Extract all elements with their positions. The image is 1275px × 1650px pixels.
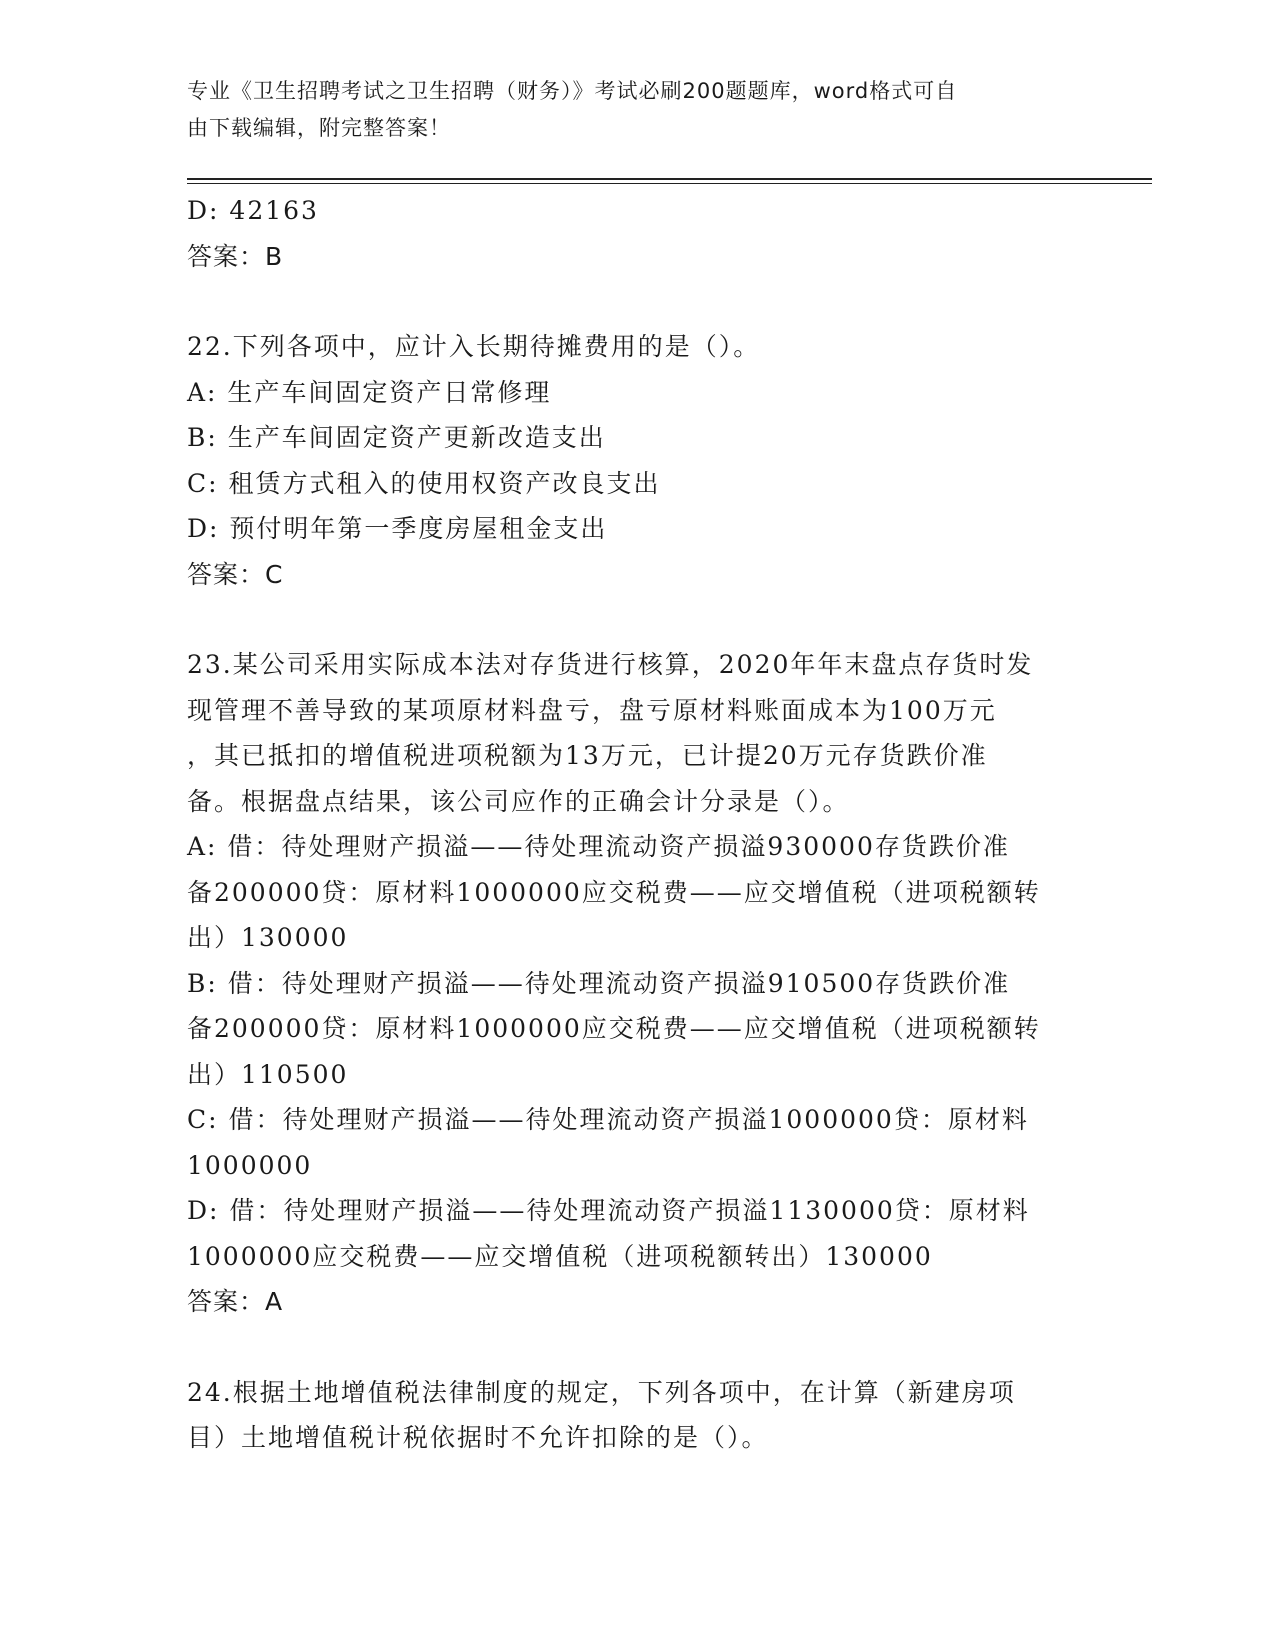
option-d: D: 42163 — [187, 196, 319, 225]
question-stem-line: 23.某公司采用实际成本法对存货进行核算，2020年年末盘点存货时发 — [187, 650, 1034, 679]
option-d-line: D: 借：待处理财产损溢——待处理流动资产损溢1130000贷：原材料 — [187, 1196, 1030, 1225]
option-b-line: 备200000贷：原材料1000000应交税费——应交增值税（进项税额转 — [187, 1014, 1041, 1043]
option-d-line: 1000000应交税费——应交增值税（进项税额转出）130000 — [187, 1241, 933, 1271]
header-line-2: 由下载编辑，附完整答案！ — [187, 116, 451, 140]
option-b: B: 生产车间固定资产更新改造支出 — [187, 423, 606, 452]
question-stem: 22.下列各项中，应计入长期待摊费用的是（）。 — [187, 332, 761, 361]
question-24 — [187, 1370, 1087, 1461]
option-c-line: 1000000 — [187, 1150, 313, 1180]
option-b-line: B: 借：待处理财产损溢——待处理流动资产损溢910500存货跌价准 — [187, 968, 1011, 998]
previous-question-tail — [187, 188, 1087, 279]
option-a: A: 生产车间固定资产日常修理 — [187, 377, 552, 407]
header-rule-thick — [187, 178, 1152, 180]
header-line-1: 专业《卫生招聘考试之卫生招聘（财务）》考试必刷200题题库，word格式可自 — [187, 79, 958, 103]
answer: 答案：B — [187, 241, 284, 271]
question-stem-line: ，其已抵扣的增值税进项税额为13万元，已计提20万元存货跌价准 — [187, 741, 988, 770]
option-d: D: 预付明年第一季度房屋租金支出 — [187, 514, 608, 543]
option-c-line: C: 借：待处理财产损溢——待处理流动资产损溢1000000贷：原材料 — [187, 1105, 1029, 1134]
option-a-line: A: 借：待处理财产损溢——待处理流动资产损溢930000存货跌价准 — [187, 832, 1010, 861]
option-c: C: 租赁方式租入的使用权资产改良支出 — [187, 468, 661, 498]
option-a-line: 出）130000 — [187, 923, 349, 952]
header-rule-thin — [187, 183, 1152, 184]
question-stem-line: 现管理不善导致的某项原材料盘亏，盘亏原材料账面成本为100万元 — [187, 695, 997, 725]
question-23 — [187, 642, 1087, 1325]
option-a-line: 备200000贷：原材料1000000应交税费——应交增值税（进项税额转 — [187, 877, 1041, 907]
question-stem-line: 目）土地增值税计税依据时不允许扣除的是（）。 — [187, 1423, 769, 1452]
answer: 答案：A — [187, 1287, 284, 1316]
document-body — [187, 188, 1087, 1461]
question-stem-line: 24.根据土地增值税法律制度的规定，下列各项中，在计算（新建房项 — [187, 1377, 1016, 1407]
answer: 答案：C — [187, 559, 284, 589]
page-header — [187, 73, 1077, 147]
question-22 — [187, 324, 1087, 597]
option-b-line: 出）110500 — [187, 1059, 349, 1089]
question-stem-line: 备。根据盘点结果，该公司应作的正确会计分录是（）。 — [187, 786, 850, 816]
